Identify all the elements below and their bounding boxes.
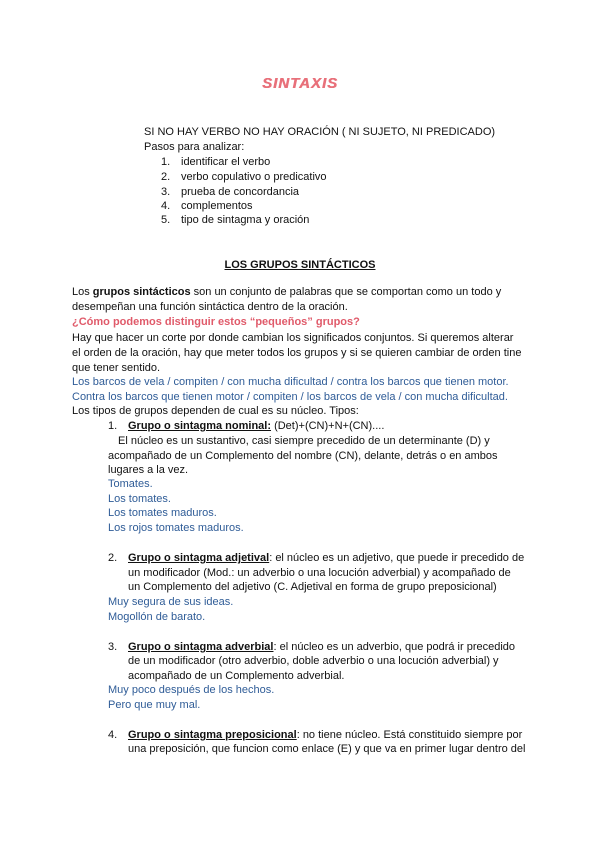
paragraph-line: Los grupos sintácticos son un conjunto de palabras que se comportan como un todo y <box>72 286 502 298</box>
paragraph-line: que tener sentido. <box>72 362 161 374</box>
type-3-title: 3. Grupo o sintagma adverbial: el núcleo es un adverbio, que podrá ir precedido <box>108 641 516 653</box>
list-item: 4. complementos <box>161 200 253 212</box>
type-1-desc: lugares a la vez. <box>108 464 189 476</box>
paragraph-line: Los tipos de grupos dependen de cual es su núcleo. Tipos: <box>72 405 359 417</box>
section-heading: LOS GRUPOS SINTÁCTICOS <box>224 259 376 271</box>
type-3-desc: de un modificador (otro adverbio, doble adverbio o una locución adverbial) y <box>128 655 499 667</box>
intro-rule: SI NO HAY VERBO NO HAY ORACIÓN ( NI SUJETO, NI PREDICADO) <box>144 126 496 138</box>
steps-label: Pasos para analizar: <box>144 141 245 153</box>
example-text: Muy poco después de los hechos. <box>108 684 275 696</box>
list-item: 3. prueba de concordancia <box>161 186 300 198</box>
example-text: Los barcos de vela / compiten / con mucha dificultad / contra los barcos que tienen motor. <box>72 376 509 388</box>
type-2-desc: un Complemento del adjetivo (C. Adjetival en forma de grupo preposicional) <box>128 581 497 593</box>
example-text: Mogollón de barato. <box>108 611 206 623</box>
paragraph-line: el orden de la oración, hay que meter todos los grupos y si se quieren cambiar de orden tine <box>72 347 522 359</box>
example-text: Los tomates. <box>108 493 171 505</box>
list-item: 1. identificar el verbo <box>161 156 271 168</box>
paragraph-line: desempeñan una función sintáctica dentro de la oración. <box>72 301 348 313</box>
example-text: Muy segura de sus ideas. <box>108 596 234 608</box>
example-text: Tomates. <box>108 478 153 490</box>
type-2-desc: un modificador (Mod.: un adverbio o una locución adverbial) y acompañado de <box>128 567 511 579</box>
list-item: 5. tipo de sintagma y oración <box>161 214 310 226</box>
type-1-desc: El núcleo es un sustantivo, casi siempre precedido de un determinante (D) y <box>118 435 490 447</box>
page-title: SINTAXIS <box>261 75 339 92</box>
type-3-desc: acompañado de un Complemento adverbial. <box>128 670 345 682</box>
type-1-desc: acompañado de un Complemento del nombre (CN), delante, detrás o en ambos <box>108 450 498 462</box>
type-4-desc: una preposición, que funcion como enlace (E) y que va en primer lugar dentro del <box>128 743 526 755</box>
question-text: ¿Cómo podemos distinguir estos “pequeños” grupos? <box>72 316 360 328</box>
list-item: 2. verbo copulativo o predicativo <box>161 171 327 183</box>
example-text: Pero que muy mal. <box>108 699 201 711</box>
type-4-title: 4. Grupo o sintagma preposicional: no tiene núcleo. Está constituido siempre por <box>108 729 523 741</box>
type-1-title: 1. Grupo o sintagma nominal: (Det)+(CN)+N+(CN).... <box>108 420 385 432</box>
example-text: Contra los barcos que tienen motor / compiten / los barcos de vela / con mucha dificultad. <box>72 391 508 403</box>
paragraph-line: Hay que hacer un corte por donde cambian los significados conjuntos. Si queremos alterar <box>72 332 514 344</box>
type-2-title: 2. Grupo o sintagma adjetival: el núcleo es un adjetivo, que puede ir precedido de <box>108 552 525 564</box>
example-text: Los rojos tomates maduros. <box>108 522 244 534</box>
example-text: Los tomates maduros. <box>108 507 217 519</box>
